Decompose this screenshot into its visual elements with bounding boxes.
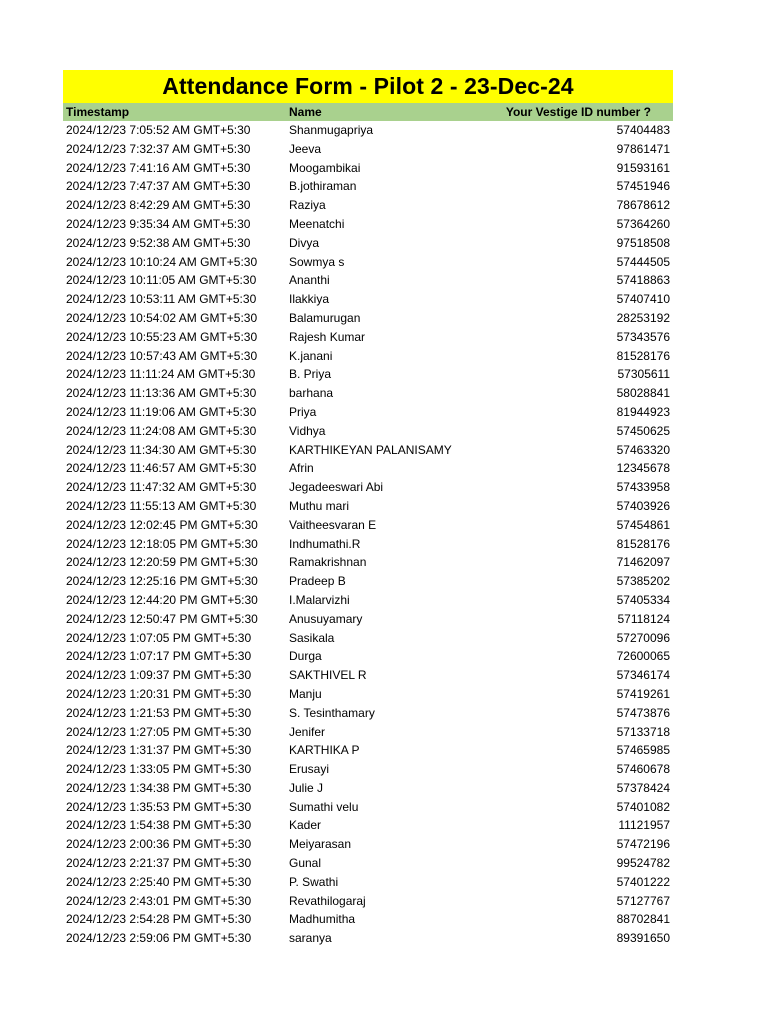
timestamp-cell: 2024/12/23 2:25:40 PM GMT+5:30 <box>66 874 252 889</box>
name-cell: Indhumathi.R <box>289 536 361 551</box>
vestige-id-cell: 91593161 <box>616 160 670 175</box>
name-cell: Jenifer <box>289 724 326 739</box>
name-cell: Meiyarasan <box>289 837 352 852</box>
vestige-id-cell: 57401222 <box>616 874 670 889</box>
table-row <box>63 873 673 892</box>
vestige-id-cell: 58028841 <box>616 386 670 401</box>
sheet-title: Attendance Form - Pilot 2 - 23-Dec-24 <box>63 70 673 103</box>
vestige-id-cell: 57305611 <box>617 367 670 382</box>
name-cell: Ilakkiya <box>289 292 330 307</box>
vestige-id-cell: 57473876 <box>616 705 670 720</box>
table-row <box>63 478 673 497</box>
table-row <box>63 177 673 196</box>
name-cell: P. Swathi <box>289 874 339 889</box>
vestige-id-cell: 57127767 <box>616 893 670 908</box>
timestamp-cell: 2024/12/23 1:33:05 PM GMT+5:30 <box>66 762 252 777</box>
vestige-id-cell: 57364260 <box>616 216 670 231</box>
vestige-id-cell: 72600065 <box>616 649 670 664</box>
table-row <box>63 121 673 140</box>
name-cell: Sowmya s <box>289 254 345 269</box>
timestamp-cell: 2024/12/23 11:13:36 AM GMT+5:30 <box>66 386 257 401</box>
table-header <box>63 103 673 121</box>
vestige-id-cell: 97518508 <box>616 235 670 250</box>
table-row <box>63 159 673 178</box>
vestige-id-cell: 78678612 <box>616 198 670 213</box>
name-cell: Vaitheesvaran E <box>289 517 377 532</box>
name-cell: Balamurugan <box>289 310 361 325</box>
table-row <box>63 497 673 516</box>
table-row <box>63 704 673 723</box>
timestamp-cell: 2024/12/23 8:42:29 AM GMT+5:30 <box>66 198 251 213</box>
table-row <box>63 535 673 554</box>
table-row <box>63 685 673 704</box>
vestige-id-cell: 57419261 <box>616 686 670 701</box>
name-cell: I.Malarvizhi <box>289 592 350 607</box>
table-row <box>63 854 673 873</box>
vestige-id-cell: 57118124 <box>617 611 670 626</box>
timestamp-cell: 2024/12/23 2:21:37 PM GMT+5:30 <box>66 856 252 871</box>
timestamp-cell: 2024/12/23 12:02:45 PM GMT+5:30 <box>66 517 258 532</box>
vestige-id-cell: 57450625 <box>616 423 670 438</box>
vestige-id-cell: 57418863 <box>616 273 670 288</box>
table-row <box>63 196 673 215</box>
vestige-id-cell: 89391650 <box>616 931 670 946</box>
timestamp-cell: 2024/12/23 1:07:17 PM GMT+5:30 <box>66 649 252 664</box>
name-cell: Revathilogaraj <box>289 893 366 908</box>
timestamp-cell: 2024/12/23 11:24:08 AM GMT+5:30 <box>66 423 257 438</box>
timestamp-cell: 2024/12/23 7:32:37 AM GMT+5:30 <box>66 141 251 156</box>
vestige-id-cell: 57472196 <box>616 837 670 852</box>
timestamp-cell: 2024/12/23 1:34:38 PM GMT+5:30 <box>66 780 252 795</box>
name-cell: KARTHIKEYAN PALANISAMY <box>289 442 452 457</box>
timestamp-cell: 2024/12/23 10:57:43 AM GMT+5:30 <box>66 348 258 363</box>
column-header-timestamp: Timestamp <box>66 105 130 119</box>
timestamp-cell: 2024/12/23 7:41:16 AM GMT+5:30 <box>66 160 251 175</box>
vestige-id-cell: 57270096 <box>616 630 670 645</box>
name-cell: Anusuyamary <box>289 611 363 626</box>
timestamp-cell: 2024/12/23 10:11:05 AM GMT+5:30 <box>66 273 257 288</box>
name-cell: Raziya <box>289 198 326 213</box>
timestamp-cell: 2024/12/23 7:47:37 AM GMT+5:30 <box>66 179 251 194</box>
name-cell: Durga <box>289 649 322 664</box>
name-cell: Ananthi <box>289 273 330 288</box>
table-row <box>63 422 673 441</box>
name-cell: B. Priya <box>289 367 332 382</box>
timestamp-cell: 2024/12/23 10:55:23 AM GMT+5:30 <box>66 329 258 344</box>
timestamp-cell: 2024/12/23 10:54:02 AM GMT+5:30 <box>66 310 258 325</box>
vestige-id-cell: 81944923 <box>616 404 670 419</box>
attendance-sheet <box>63 70 673 948</box>
vestige-id-cell: 57343576 <box>616 329 670 344</box>
timestamp-cell: 2024/12/23 2:00:36 PM GMT+5:30 <box>66 837 252 852</box>
table-row <box>63 516 673 535</box>
timestamp-cell: 2024/12/23 1:35:53 PM GMT+5:30 <box>66 799 252 814</box>
vestige-id-cell: 57378424 <box>616 780 670 795</box>
column-header-name: Name <box>289 105 322 119</box>
table-row <box>63 798 673 817</box>
timestamp-cell: 2024/12/23 11:47:32 AM GMT+5:30 <box>66 480 257 495</box>
timestamp-cell: 2024/12/23 12:18:05 PM GMT+5:30 <box>66 536 258 551</box>
vestige-id-cell: 57407410 <box>616 292 670 307</box>
table-row <box>63 365 673 384</box>
timestamp-cell: 2024/12/23 1:20:31 PM GMT+5:30 <box>66 686 252 701</box>
table-row <box>63 253 673 272</box>
table-row <box>63 328 673 347</box>
table-row <box>63 929 673 948</box>
table-row <box>63 779 673 798</box>
vestige-id-cell: 81528176 <box>616 348 670 363</box>
vestige-id-cell: 57451946 <box>616 179 670 194</box>
vestige-id-cell: 28253192 <box>616 310 670 325</box>
name-cell: Shanmugapriya <box>289 123 374 137</box>
table-row <box>63 741 673 760</box>
table-row <box>63 835 673 854</box>
vestige-id-cell: 57460678 <box>616 762 670 777</box>
table-row <box>63 647 673 666</box>
timestamp-cell: 2024/12/23 10:10:24 AM GMT+5:30 <box>66 254 258 269</box>
table-row <box>63 816 673 835</box>
timestamp-cell: 2024/12/23 10:53:11 AM GMT+5:30 <box>66 292 257 307</box>
name-cell: Moogambikai <box>289 160 361 175</box>
timestamp-cell: 2024/12/23 12:25:16 PM GMT+5:30 <box>66 574 258 589</box>
vestige-id-cell: 57385202 <box>616 574 670 589</box>
name-cell: S. Tesinthamary <box>289 705 375 720</box>
name-cell: Meenatchi <box>289 216 345 231</box>
table-row <box>63 591 673 610</box>
table-row <box>63 910 673 929</box>
name-cell: Rajesh Kumar <box>289 329 366 344</box>
name-cell: Julie J <box>289 780 324 795</box>
table-row <box>63 234 673 253</box>
table-row <box>63 441 673 460</box>
timestamp-cell: 2024/12/23 2:59:06 PM GMT+5:30 <box>66 931 252 946</box>
name-cell: K.janani <box>289 348 333 363</box>
timestamp-cell: 2024/12/23 12:44:20 PM GMT+5:30 <box>66 592 258 607</box>
table-row <box>63 271 673 290</box>
name-cell: saranya <box>289 931 332 946</box>
timestamp-cell: 2024/12/23 12:20:59 PM GMT+5:30 <box>66 555 258 570</box>
vestige-id-cell: 57465985 <box>616 743 670 758</box>
vestige-id-cell: 57346174 <box>616 668 670 683</box>
name-cell: Divya <box>289 235 320 250</box>
table-row <box>63 760 673 779</box>
name-cell: Jeeva <box>289 141 322 156</box>
name-cell: Jegadeeswari Abi <box>289 480 384 495</box>
name-cell: Kader <box>289 818 322 833</box>
vestige-id-cell: 57433958 <box>616 480 670 495</box>
name-cell: Madhumitha <box>289 912 356 927</box>
table-row <box>63 666 673 685</box>
vestige-id-cell: 97861471 <box>616 141 670 156</box>
name-cell: KARTHIKA P <box>289 743 360 758</box>
name-cell: Sasikala <box>289 630 335 645</box>
table-row <box>63 459 673 478</box>
name-cell: Manju <box>289 686 322 701</box>
table-row <box>63 384 673 403</box>
table-row <box>63 403 673 422</box>
name-cell: Afrin <box>289 461 314 476</box>
timestamp-cell: 2024/12/23 11:55:13 AM GMT+5:30 <box>66 498 257 513</box>
name-cell: Priya <box>289 404 317 419</box>
timestamp-cell: 2024/12/23 7:05:52 AM GMT+5:30 <box>66 123 251 137</box>
table-row <box>63 892 673 911</box>
timestamp-cell: 2024/12/23 1:21:53 PM GMT+5:30 <box>66 705 252 720</box>
name-cell: Gunal <box>289 856 322 871</box>
vestige-id-cell: 57405334 <box>616 592 670 607</box>
table-row <box>63 215 673 234</box>
table-row <box>63 309 673 328</box>
name-cell: Muthu mari <box>289 498 350 513</box>
timestamp-cell: 2024/12/23 1:09:37 PM GMT+5:30 <box>66 668 252 683</box>
vestige-id-cell: 57404483 <box>616 123 670 137</box>
vestige-id-cell: 57403926 <box>616 498 670 513</box>
name-cell: SAKTHIVEL R <box>289 668 367 683</box>
timestamp-cell: 2024/12/23 1:07:05 PM GMT+5:30 <box>66 630 252 645</box>
timestamp-cell: 2024/12/23 2:54:28 PM GMT+5:30 <box>66 912 252 927</box>
vestige-id-cell: 57444505 <box>616 254 670 269</box>
column-header-vestige-id: Your Vestige ID number ? <box>505 105 651 119</box>
table-row <box>63 553 673 572</box>
vestige-id-cell: 57454861 <box>616 517 670 532</box>
table-row <box>63 290 673 309</box>
vestige-id-cell: 71462097 <box>616 555 670 570</box>
name-cell: barhana <box>289 386 334 401</box>
name-cell: B.jothiraman <box>289 179 357 194</box>
vestige-id-cell: 81528176 <box>616 536 670 551</box>
vestige-id-cell: 88702841 <box>616 912 670 927</box>
timestamp-cell: 2024/12/23 1:54:38 PM GMT+5:30 <box>66 818 252 833</box>
vestige-id-cell: 57133718 <box>616 724 670 739</box>
timestamp-cell: 2024/12/23 11:34:30 AM GMT+5:30 <box>66 442 257 457</box>
name-cell: Vidhya <box>289 423 326 438</box>
name-cell: Erusayi <box>289 762 330 777</box>
timestamp-cell: 2024/12/23 1:27:05 PM GMT+5:30 <box>66 724 252 739</box>
name-cell: Pradeep B <box>289 574 346 589</box>
table-row <box>63 629 673 648</box>
table-body <box>63 121 673 948</box>
vestige-id-cell: 57463320 <box>616 442 670 457</box>
timestamp-cell: 2024/12/23 2:43:01 PM GMT+5:30 <box>66 893 252 908</box>
timestamp-cell: 2024/12/23 9:35:34 AM GMT+5:30 <box>66 216 251 231</box>
timestamp-cell: 2024/12/23 11:46:57 AM GMT+5:30 <box>66 461 257 476</box>
timestamp-cell: 2024/12/23 11:11:24 AM GMT+5:30 <box>66 367 256 382</box>
vestige-id-cell: 57401082 <box>616 799 670 814</box>
table-row <box>63 610 673 629</box>
timestamp-cell: 2024/12/23 1:31:37 PM GMT+5:30 <box>66 743 252 758</box>
timestamp-cell: 2024/12/23 9:52:38 AM GMT+5:30 <box>66 235 251 250</box>
vestige-id-cell: 12345678 <box>616 461 670 476</box>
vestige-id-cell: 11121957 <box>618 818 670 833</box>
table-row <box>63 572 673 591</box>
vestige-id-cell: 99524782 <box>616 856 670 871</box>
table-row <box>63 140 673 159</box>
table-row <box>63 723 673 742</box>
timestamp-cell: 2024/12/23 12:50:47 PM GMT+5:30 <box>66 611 258 626</box>
table-row <box>63 347 673 366</box>
name-cell: Ramakrishnan <box>289 555 367 570</box>
name-cell: Sumathi velu <box>289 799 359 814</box>
timestamp-cell: 2024/12/23 11:19:06 AM GMT+5:30 <box>66 404 257 419</box>
